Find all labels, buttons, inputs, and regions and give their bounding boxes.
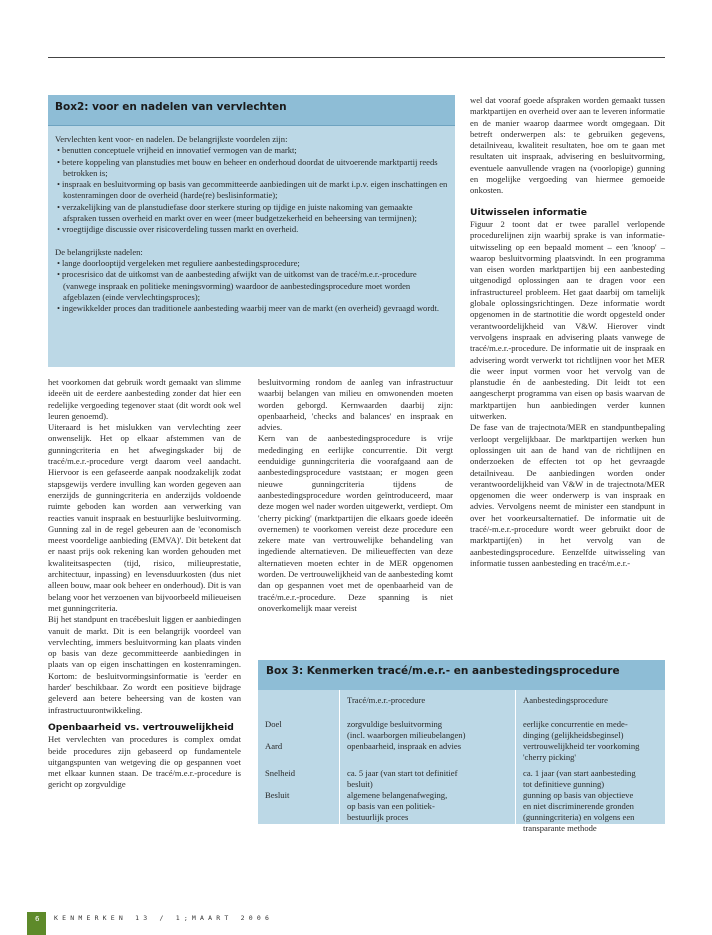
- page-number: 6: [35, 915, 40, 923]
- top-rule: [48, 57, 665, 58]
- cell-trace: ca. 5 jaar (van start tot definitief besluit): [340, 768, 516, 790]
- table-row: [258, 719, 665, 741]
- disadvantage-item: • ingewikkelder proces dan traditionele aanbesteding waarbij meer van de markt (en overheid) gevraagd wordt.: [55, 303, 448, 314]
- box2-body: [48, 126, 455, 314]
- advantage-item: • inspraak en besluitvorming op basis van gecommitteerde aanbiedingen uit de markt i.p.v. eigen inschattingen en kostenramingen door de overheid (harde(re) beslisinformatie);: [55, 179, 448, 202]
- box3-header: [258, 660, 665, 690]
- row-label: Besluit: [265, 790, 290, 800]
- cell-trace: openbaarheid, inspraak en advies: [340, 741, 516, 768]
- box2-title: Box2: voor en nadelen van vervlechten: [55, 101, 287, 113]
- disadvantage-item: • lange doorlooptijd vergeleken met reguliere aanbestedingsprocedure;: [55, 258, 448, 269]
- col1-paragraph: Uiteraard is het mislukken van vervlechting zeer onwenselijk. Het op elkaar afstemmen van de gunningcriteria en het afwegingskader bij de tracé/m.e.r.-procedure vergt daarom veel aandacht. Hiervoor is een gefaseerde aanpak noodzakelijk zodat stapsgewijs verdere invulling kan worden gegeven aan enerzijds de gunningcriteria en anderzijds voldoende ruimte geboden kan worden aan verwerking van reacties vanuit inspraak en bestuurlijke besluitvorming. Gunning zal in de regel gebeuren aan de 'economisch meest voordelige aanbieding (EMVA)'. Dit betekent dat er naast prijs ook rekening kan worden gehouden met kwaliteitsaspecten (tijd, risico, milieuprestatie, architectuur, inpassing) en levensduurkosten (dus niet alleen bouw, maar ook beheer en onderhoud). Dit is van belang voor het verzoenen van bijvoorbeeld milieueisen met gunningcriteria.: [48, 422, 241, 613]
- box3-panel: [258, 660, 665, 833]
- footer-text: KENMERKEN 13 / 1;MAART 2006: [54, 914, 274, 922]
- disadvantage-item: • procesrisico dat de uitkomst van de aanbesteding afwijkt van de uitkomst van de tracé/m.e.r.-procedure (vanwege inspraak en politieke meningsvorming) waardoor de aanbestedingsprocedure moet worden afgeblazen (einde vervlechtingsproces);: [55, 269, 448, 303]
- row-label: Doel: [265, 719, 282, 729]
- col2-paragraph: Kern van de aanbestedingsprocedure is vrije mededinging en eerlijke concurrentie. Dit vergt eenduidige gunningcriteria die voorafgaand aan de aanbestedingsprocedure vaststaan; er mogen geen nieuwe gunningcriteria tijdens de aanbestedingsprocedure worden geïntroduceerd, maar deze mogen wel nader worden uitgewerkt, verdiept. Om 'cherry picking' (marktpartijen die elkaars goede ideeën overnemen) te voorkomen vereist deze procedure een zekere mate van vertrouwelijke behandeling van ingediende alternatieven. De milieueffecten van deze alternatieven moeten echter in de MER opgenomen worden. De vertrouwelijkheid van de aanbesteding komt dan op gespannen voet met de openbaarheid van de tracé/m.e.r.-procedure. Deze spanning is niet onoverkomelijk maar vereist: [258, 433, 453, 613]
- advantage-item: • betere koppeling van planstudies met bouw en beheer en onderhoud doordat de uitvoerende marktpartij reeds betrokken is;: [55, 157, 448, 180]
- page-footer: [0, 912, 712, 935]
- cell-aanbesteding: vertrouwelijkheid ter voorkoming 'cherry picking': [516, 741, 666, 768]
- col-header-aanbesteding: Aanbestedingsprocedure: [516, 690, 666, 719]
- col1-paragraph: het voorkomen dat gebruik wordt gemaakt van slimme ideeën uit de eerdere aanbesteding zonder dat hier een redelijke vergoeding tegenover staat (dit wordt ook wel leuren genoemd).: [48, 377, 241, 421]
- row-label: Aard: [265, 741, 283, 751]
- box2-disadv-intro: De belangrijkste nadelen:: [55, 246, 143, 257]
- column-3: [470, 95, 665, 569]
- cell-trace: algemene belangenafweging, op basis van een politiek- bestuurlijk proces: [340, 790, 516, 834]
- column-2: [258, 377, 453, 614]
- col3-paragraph: De fase van de trajectnota/MER en standpuntbepaling verloopt vergelijkbaar. De marktpartijen werken hun oplossingen uit aan de hand van de richtlijnen en onderzoeken de effecten tot op het gevraagde detailniveau. De aanbiedingen worden onder verantwoordelijkheid van V&W in de trajectnota/MER opgenomen die weer onderwerp is van inspraak en advies. Vervolgens neemt de minister een standpunt in over het voorkeursalternatief. De informatie uit de tracé/-m.e.r.-procedure wordt weer gebruikt door de marktpartij(en) in het vervolg van de aanbestedingsprocedure. Eenzelfde uitwisseling van informatie tussen aanbesteding en tracé/m.e.r.-: [470, 422, 665, 568]
- heading-uitwisselen: Uitwisselen informatie: [470, 206, 588, 218]
- advantage-item: • verzakelijking van de planstudiefase door sterkere sturing op tijdige en juiste nakoming van gemaakte afspraken tussen overheid en markt over en weer (meer budgetzekerheid en beheersing van termijnen);: [55, 202, 448, 225]
- col-header-trace: Tracé/m.e.r.-procedure: [340, 690, 516, 719]
- box2-intro: Vervlechten kent voor- en nadelen. De belangrijkste voordelen zijn:: [55, 134, 288, 144]
- col1-paragraph: Het vervlechten van procedures is complex omdat beide procedures zijn gebaseerd op fundamentele uitgangspunten van wetgeving die op gespannen voet met elkaar kunnen staan. De tracé/m.e.r.-procedure is gericht op zorgvuldige: [48, 734, 241, 790]
- advantages-list: [55, 145, 448, 235]
- advantage-item: • benutten conceptuele vrijheid en innovatief vermogen van de markt;: [55, 145, 448, 156]
- cell-aanbesteding: eerlijke concurrentie en mede- dinging (gelijkheidsbeginsel): [516, 719, 666, 741]
- row-label: Snelheid: [265, 768, 296, 778]
- col3-paragraph: wel dat vooraf goede afspraken worden gemaakt tussen marktpartijen en overheid over aan te leveren informatie en de manier waarop daarmee wordt omgegaan. Dit betreft onderwerpen als: te gebruiken gegevens, detailniveau, kwaliteit resultaten, hoe om te gaan met resultaten uit inspraak, advisering en besluitvorming, eventuele aanvullende vragen na (voorlopige) gunning en mogelijke vergoeding van hiermee gemoeide onkosten.: [470, 95, 665, 196]
- box2-panel: [48, 95, 455, 367]
- col3-paragraph: Figuur 2 toont dat er twee parallel verlopende procedurelijnen zijn waarbij sprake is van informatie-uitwisseling op een bepaald moment – een 'knoop' – waarop besluitvorming plaatsvindt. In een programma van eisen worden marktpartijen bij een aanbesteding uitgenodigd oplossingen aan te dragen voor een infrastructureel probleem. Het gaat daarbij om tamelijk globale oplossingsrichtingen. Deze informatie wordt opgenomen in de startnotitie die wordt opgesteld onder verantwoordelijkheid van V&W. Hierover vindt vervolgens inspraak en advisering plaats vanwege de tracé/m.e.r.-procedure. De informatie uit de inspraak en advisering wordt verwerkt tot richtlijnen voor het MER die weer input vormen voor het vervolg van de planstudie én de aanbesteding. Dit leidt tot een aangescherpt programma van eisen op basis waarvan de marktpartijen hun aanbiedingen verder kunnen uitwerken.: [470, 218, 665, 422]
- column-1: [48, 377, 241, 791]
- cell-trace: zorgvuldige besluitvorming (incl. waarborgen milieubelangen): [340, 719, 516, 741]
- heading-openbaarheid: Openbaarheid vs. vertrouwelijkheid: [48, 721, 234, 733]
- box2-header: [48, 95, 455, 126]
- col1-paragraph: Bij het standpunt en tracébesluit liggen er aanbiedingen vanuit de markt. Dit is een belangrijk voordeel van vervlechting, immers besluitvorming kan plaats vinden op basis van deze gecommitteerde aanbiedingen in plaats van op eigen inschattingen en kostenramingen. Kortom: de besluitvormingsinformatie is 'eerder en harder' beschikbaar. Zo wordt een positieve bijdrage geleverd aan betere beheersing van de kosten van infrastructuurontwikkeling.: [48, 614, 241, 715]
- table-row: [258, 768, 665, 790]
- table-row: [258, 741, 665, 768]
- advantage-item: • vroegtijdige discussie over risicoverdeling tussen markt en overheid.: [55, 224, 448, 235]
- box3-title: Box 3: Kenmerken tracé/m.e.r.- en aanbestedingsprocedure: [266, 665, 620, 677]
- cell-aanbesteding: ca. 1 jaar (van start aanbesteding tot definitieve gunning): [516, 768, 666, 790]
- col2-paragraph: besluitvorming rondom de aanleg van infrastructuur waarbij belangen van milieu en omwonenden moeten worden geborgd. Kernwaarden daarbij zijn: openbaarheid, 'checks and balances' en inspraak en advies.: [258, 377, 453, 433]
- table-header-row: [258, 690, 665, 719]
- box3-table: [258, 690, 665, 834]
- cell-aanbesteding: gunning op basis van objectieve en niet discriminerende gronden (gunningcriteria) en volgens een transparante methode: [516, 790, 666, 834]
- disadvantages-list: [55, 258, 448, 314]
- table-row: [258, 790, 665, 834]
- page-number-tab: [27, 912, 46, 935]
